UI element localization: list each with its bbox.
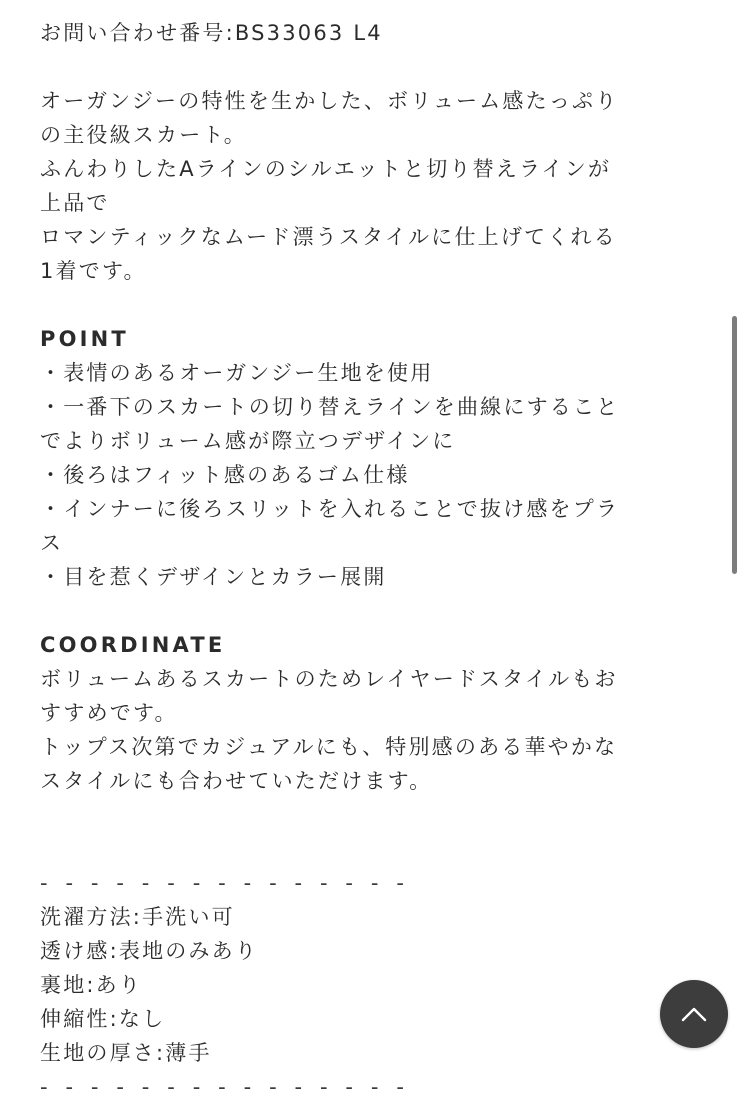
description-line: の主役級スカート。 <box>40 123 247 147</box>
description-line: ふんわりしたAラインのシルエットと切り替えラインが <box>40 157 612 181</box>
point-line: ・一番下のスカートの切り替えラインを曲線にすること <box>40 395 620 419</box>
spacer <box>40 288 710 322</box>
scroll-to-top-button[interactable] <box>660 980 728 1048</box>
point-line: ス <box>40 531 64 555</box>
scrollbar-thumb[interactable] <box>732 316 737 574</box>
inquiry-number: お問い合わせ番号:BS33063 L4 <box>40 21 383 45</box>
spec-line: 透け感:表地のみあり <box>40 939 259 963</box>
chevron-up-icon <box>681 1006 707 1022</box>
spec-line: 伸縮性:なし <box>40 1007 166 1031</box>
spacer <box>40 832 710 866</box>
description-line: オーガンジーの特性を生かした、ボリューム感たっぷり <box>40 89 619 113</box>
coordinate-line: ボリュームあるスカートのためレイヤードスタイルもお <box>40 667 618 691</box>
coordinate-line: スタイルにも合わせていただけます。 <box>40 769 433 793</box>
description-line: 上品で <box>40 191 110 215</box>
point-line: ・インナーに後ろスリットを入れることで抜け感をプラ <box>40 497 620 521</box>
spacer <box>40 798 710 832</box>
spec-line: 裏地:あり <box>40 973 143 997</box>
point-heading: POINT <box>40 327 129 351</box>
coordinate-line: すすめです。 <box>40 701 178 725</box>
point-line: でよりボリューム感が際立つデザインに <box>40 429 456 453</box>
coordinate-heading: COORDINATE <box>40 633 226 657</box>
spec-line: 生地の厚さ:薄手 <box>40 1041 212 1065</box>
description-line: ロマンティックなムード漂うスタイルに仕上げてくれる <box>40 225 617 249</box>
divider: - - - - - - - - - - - - - - - <box>40 871 410 895</box>
product-description <box>40 16 710 1104</box>
description-line: 1着です。 <box>40 259 147 283</box>
coordinate-line: トップス次第でカジュアルにも、特別感のある華やかな <box>40 735 618 759</box>
spacer <box>40 50 710 84</box>
spec-line: 洗濯方法:手洗い可 <box>40 905 235 929</box>
point-line: ・表情のあるオーガンジー生地を使用 <box>40 361 434 385</box>
point-line: ・目を惹くデザインとカラー展開 <box>40 565 387 589</box>
divider-bottom: - - - - - - - - - - - - - - - <box>40 1075 410 1099</box>
point-line: ・後ろはフィット感のあるゴム仕様 <box>40 463 410 487</box>
spacer <box>40 594 710 628</box>
